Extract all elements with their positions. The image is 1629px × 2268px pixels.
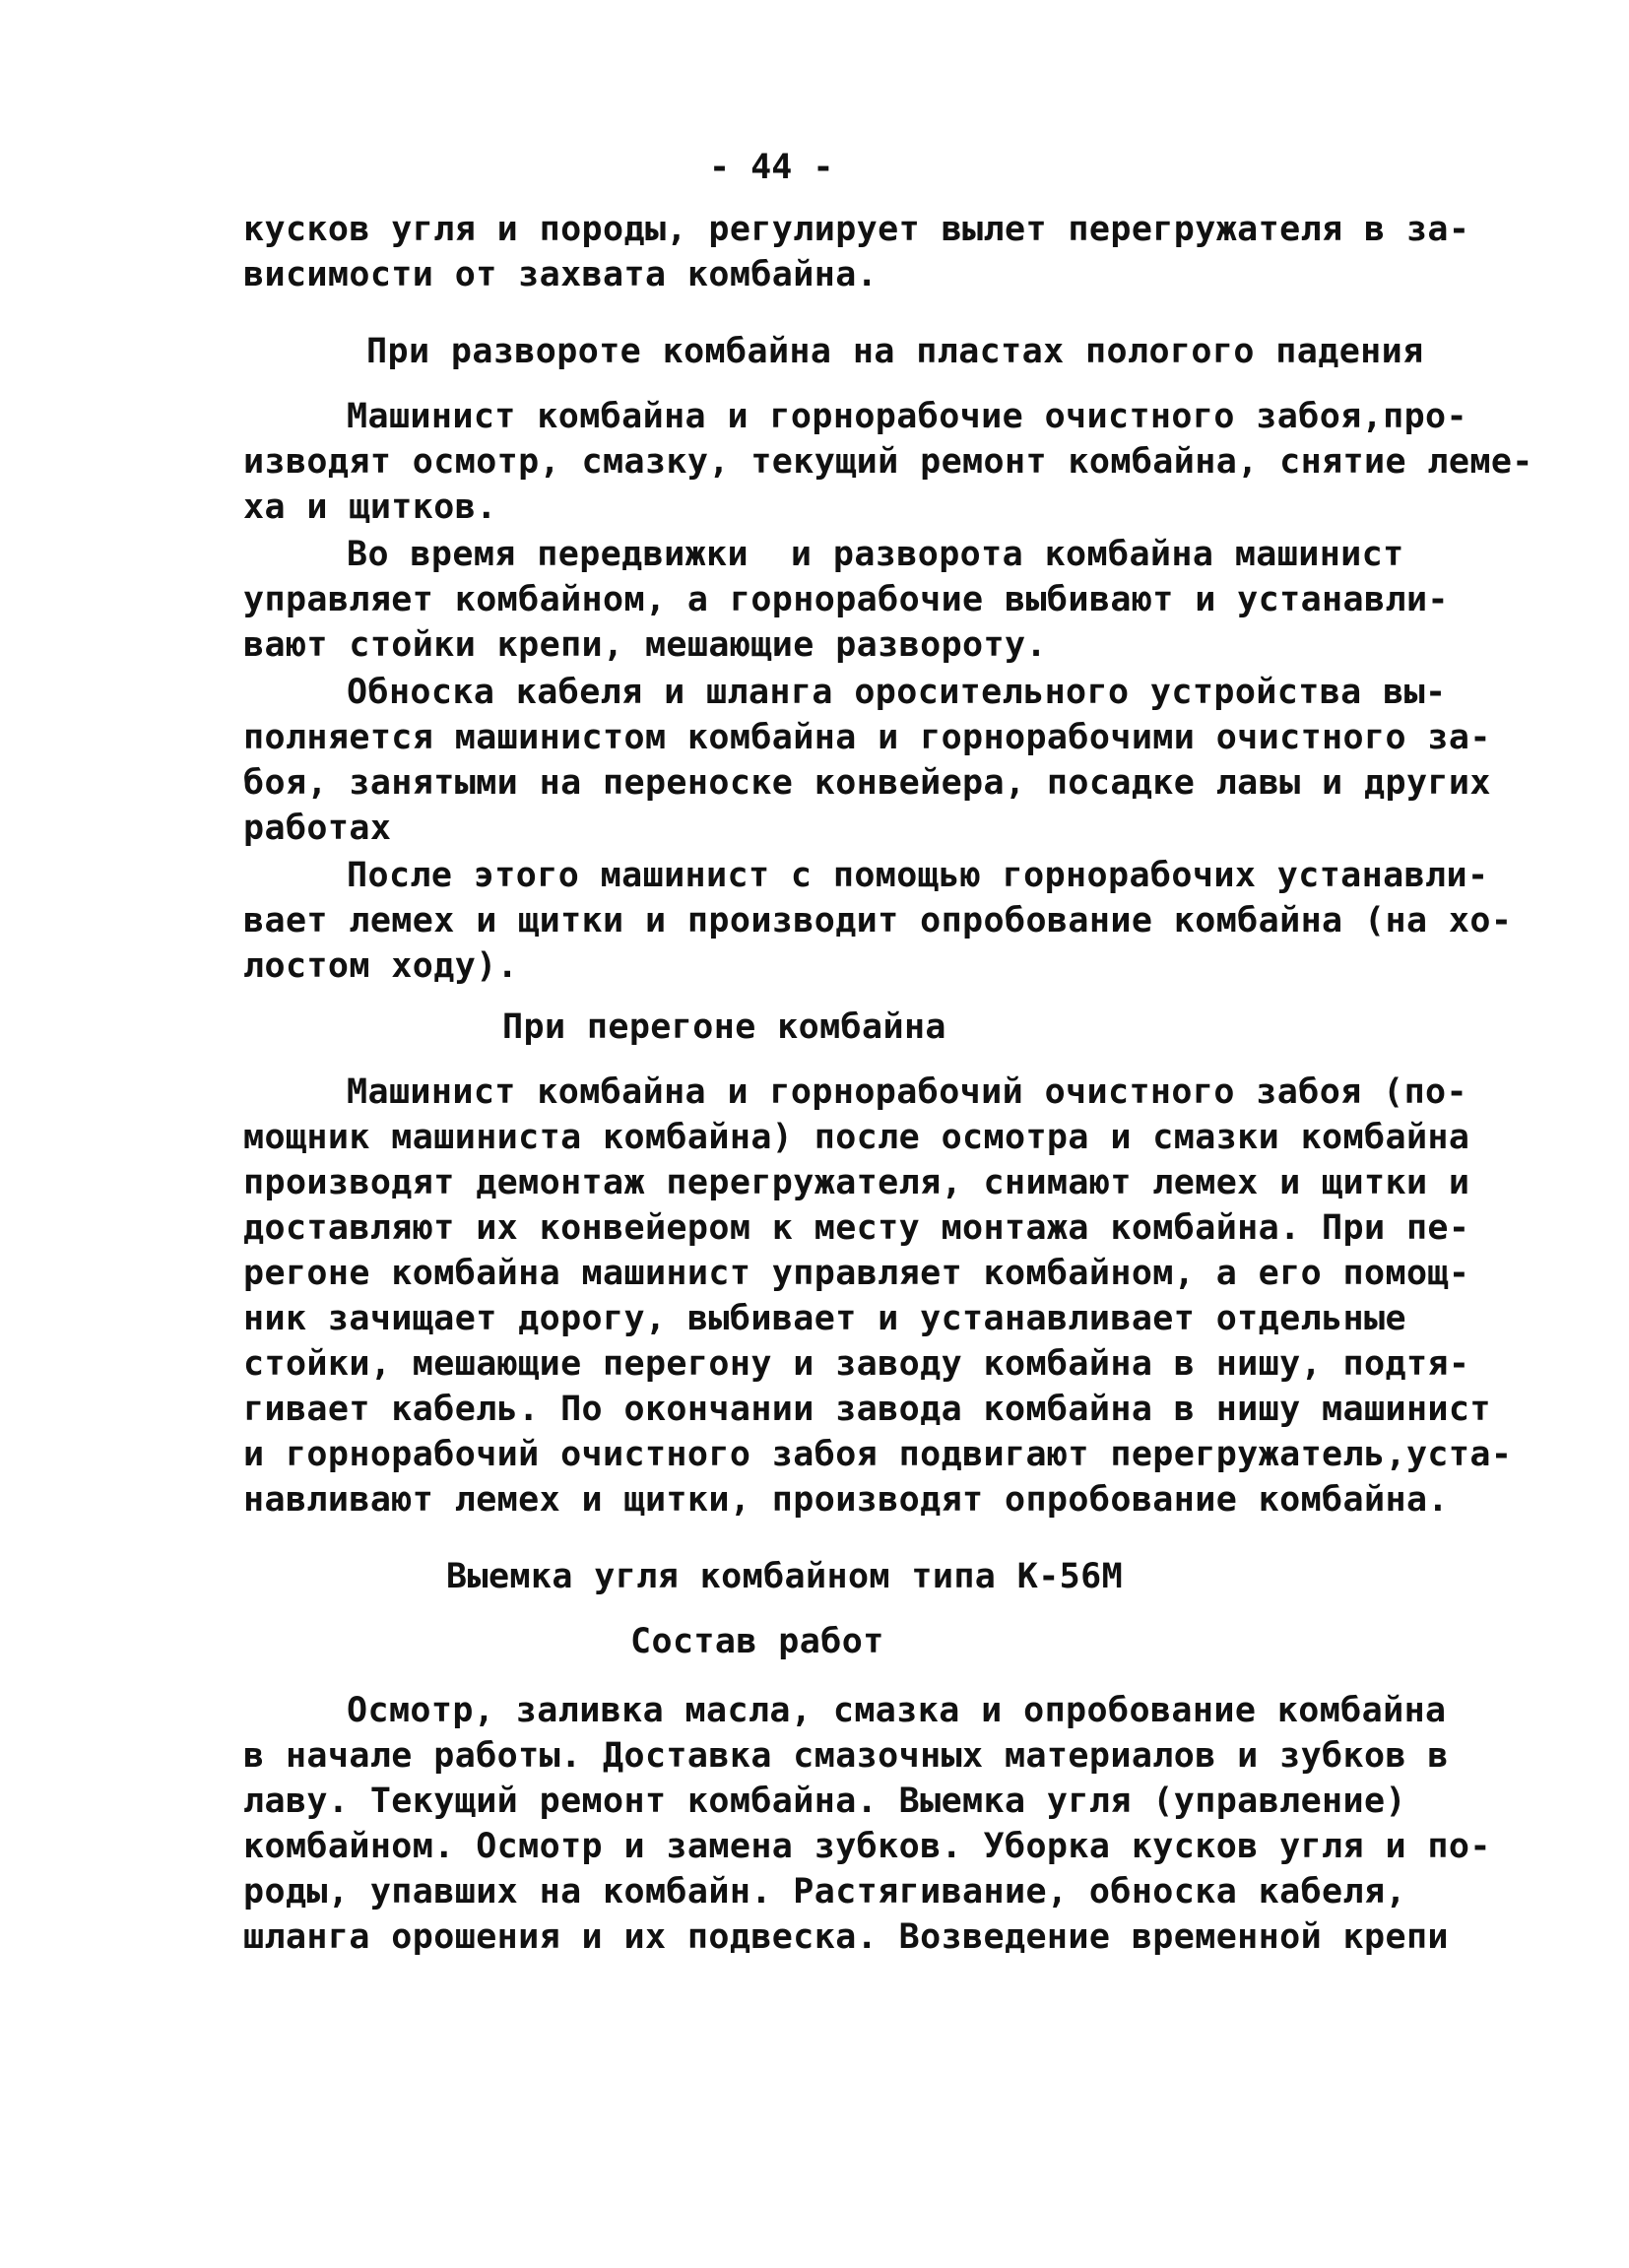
text-line: роды, упавших на комбайн. Растягивание, обноска кабеля,	[243, 1872, 1406, 1912]
text-line: доставляют их конвейером к месту монтажа комбайна. При пе-	[243, 1208, 1470, 1248]
text-line: производят демонтаж перегружателя, снимают лемех и щитки и	[243, 1163, 1470, 1202]
text-line: комбайном. Осмотр и замена зубков. Уборка кусков угля и по-	[243, 1827, 1491, 1866]
text-line: Машинист комбайна и горнорабочий очистного забоя (по-	[347, 1072, 1468, 1112]
text-line: в начале работы. Доставка смазочных материалов и зубков в	[243, 1736, 1449, 1776]
text-line: стойки, мешающие перегону и заводу комбайна в нишу, подтя-	[243, 1344, 1470, 1384]
text-line: Обноска кабеля и шланга оросительного устройства вы-	[347, 673, 1447, 712]
section-heading: При развороте комбайна на пластах пологого падения	[366, 332, 1424, 371]
section-heading: Выемка угля комбайном типа К-56М	[446, 1557, 1124, 1596]
page-number: - 44 -	[709, 148, 834, 187]
text-line: лаву. Текущий ремонт комбайна. Выемка угля (управление)	[243, 1782, 1406, 1821]
text-line: и горнорабочий очистного забоя подвигают перегружатель,уста-	[243, 1435, 1513, 1474]
text-line: навливают лемех и щитки, производят опробование комбайна.	[243, 1480, 1449, 1520]
section-heading: При перегоне комбайна	[502, 1007, 946, 1047]
text-line: вают стойки крепи, мешающие развороту.	[243, 625, 1047, 665]
text-line: мощник машиниста комбайна) после осмотра и смазки комбайна	[243, 1118, 1470, 1157]
text-line: работах	[243, 809, 392, 848]
text-line: боя, занятыми на переноске конвейера, посадке лавы и других	[243, 763, 1491, 803]
text-line: управляет комбайном, а горнорабочие выбивают и устанавли-	[243, 580, 1449, 619]
text-line: шланга орошения и их подвеска. Возведение временной крепи	[243, 1917, 1449, 1957]
text-line: кусков угля и породы, регулирует вылет перегружателя в за-	[243, 210, 1470, 249]
text-line: изводят осмотр, смазку, текущий ремонт комбайна, снятие леме-	[243, 442, 1533, 482]
text-line: После этого машинист с помощью горнорабочих устанавли-	[347, 856, 1489, 895]
text-line: вает лемех и щитки и производит опробование комбайна (на хо-	[243, 901, 1513, 940]
text-line: ник зачищает дорогу, выбивает и устанавливает отдельные	[243, 1299, 1406, 1338]
text-line: гивает кабель. По окончании завода комбайна в нишу машинист	[243, 1390, 1491, 1429]
text-line: Во время передвижки и разворота комбайна машинист	[347, 535, 1404, 574]
section-subheading: Состав работ	[630, 1622, 884, 1661]
text-line: регоне комбайна машинист управляет комбайном, а его помощ-	[243, 1254, 1470, 1293]
text-line: лостом ходу).	[243, 946, 519, 986]
text-line: висимости от захвата комбайна.	[243, 255, 879, 294]
text-line: ха и щитков.	[243, 487, 497, 527]
text-line: Машинист комбайна и горнорабочие очистного забоя,про-	[347, 397, 1468, 436]
text-line: Осмотр, заливка масла, смазка и опробование комбайна	[347, 1691, 1447, 1730]
text-line: полняется машинистом комбайна и горнорабочими очистного за-	[243, 718, 1491, 757]
